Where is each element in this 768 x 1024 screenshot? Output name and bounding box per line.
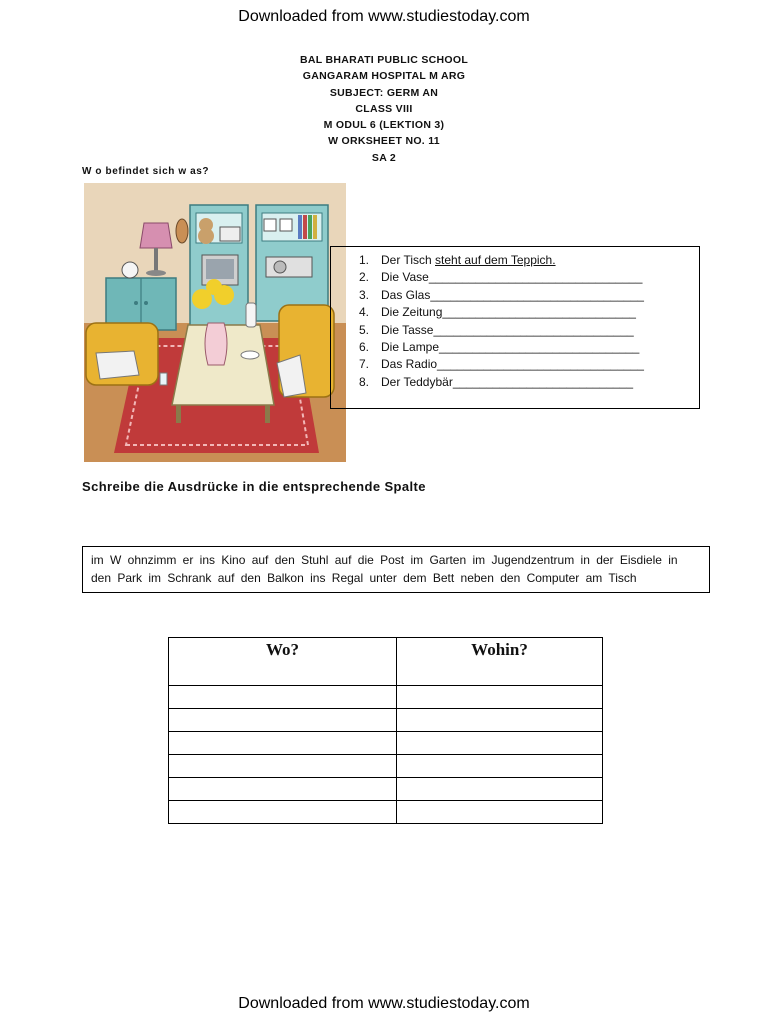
download-banner-bottom: Downloaded from www.studiestoday.com (238, 995, 530, 1012)
sentence-text: Der Tisch (381, 253, 436, 267)
table-cell[interactable] (397, 755, 603, 778)
sentence-text: Die Tasse (381, 322, 434, 337)
sentence-completion-box (330, 246, 700, 409)
sentence-text: Die Lampe (381, 340, 440, 355)
table-row (169, 686, 603, 709)
sentence-item-8: 8. Der Teddybär___________________________ (359, 374, 634, 389)
table-cell[interactable] (169, 778, 397, 801)
worksheet-number: W ORKSHEET NO. 11 (328, 135, 440, 148)
table-row (169, 801, 603, 824)
answer-blank[interactable]: ______________________________ (439, 340, 640, 355)
school-name: BAL BHARATI PUBLIC SCHOOL (299, 54, 469, 66)
table-cell[interactable] (169, 801, 397, 824)
answer-blank[interactable]: ________________________________ (430, 287, 644, 302)
table-cell[interactable] (397, 801, 603, 824)
sentence-item-7: 7. Das Radio_______________________________ (359, 357, 644, 372)
sentence-answer-example: steht auf dem Teppich. (435, 253, 556, 267)
answer-blank[interactable]: ________________________________ (428, 270, 643, 285)
instruction-heading: Schreibe die Ausdrücke in die entsprechende Spalte (82, 479, 426, 494)
table-row (169, 778, 603, 801)
answer-blank[interactable]: _____________________________ (442, 305, 636, 320)
answer-blank[interactable]: ___________________________ (452, 374, 634, 389)
module-line: M ODUL 6 (LEKTION 3) (323, 119, 445, 132)
table-row (169, 755, 603, 778)
wo-wohin-table (168, 637, 603, 824)
question-heading: W o befindet sich w as? (82, 166, 210, 177)
living-room-illustration (84, 183, 346, 462)
table-row (169, 732, 603, 755)
sentence-item-6: 6. Die Lampe______________________________ (359, 340, 640, 355)
class-line: CLASS VIII (355, 102, 413, 115)
table-cell[interactable] (397, 732, 603, 755)
expressions-box: im W ohnzimm er ins Kino auf den Stuhl auf die Post im Garten im Jugendzentrum in der Eisdiele in den Park im Schrank auf den Balkon ins Regal unter dem Bett neben den Computer am Tisch (82, 546, 710, 593)
sentence-text: Das Glas (381, 287, 431, 302)
sentence-item-4: 4. Die Zeitung_____________________________ (359, 305, 636, 320)
subject-line: SUBJECT: GERM AN (329, 86, 439, 99)
worksheet-header (0, 52, 768, 166)
answer-blank[interactable]: ______________________________ (433, 322, 634, 337)
sentence-item-2: 2. Die Vase________________________________ (359, 270, 643, 285)
sentence-item-3: 3. Das Glas________________________________ (359, 287, 644, 302)
column-header-wohin: Wohin? (397, 638, 603, 686)
sentence-item-5: 5. Die Tasse______________________________ (359, 322, 634, 337)
school-address: GANGARAM HOSPITAL M ARG (302, 70, 466, 83)
table-cell[interactable] (169, 709, 397, 732)
sentence-text: Die Zeitung (381, 305, 443, 320)
column-header-wo: Wo? (169, 638, 397, 686)
table-header-row (169, 638, 603, 686)
table-cell[interactable] (169, 686, 397, 709)
table-cell[interactable] (397, 778, 603, 801)
sentence-text: Die Vase (381, 270, 429, 285)
term-line: SA 2 (371, 151, 397, 164)
table-cell[interactable] (397, 686, 603, 709)
answer-blank[interactable]: _______________________________ (437, 357, 644, 372)
table-cell[interactable] (169, 732, 397, 755)
table-cell[interactable] (397, 709, 603, 732)
sentence-text: Der Teddybär (381, 374, 453, 389)
table-cell[interactable] (169, 755, 397, 778)
sentence-text: Das Radio (381, 357, 438, 372)
download-banner-top: Downloaded from www.studiestoday.com (238, 8, 530, 25)
sentence-item-1: 1. Der Tisch steht auf dem Teppich. (359, 253, 556, 267)
sentence-list (359, 252, 644, 391)
table-row (169, 709, 603, 732)
